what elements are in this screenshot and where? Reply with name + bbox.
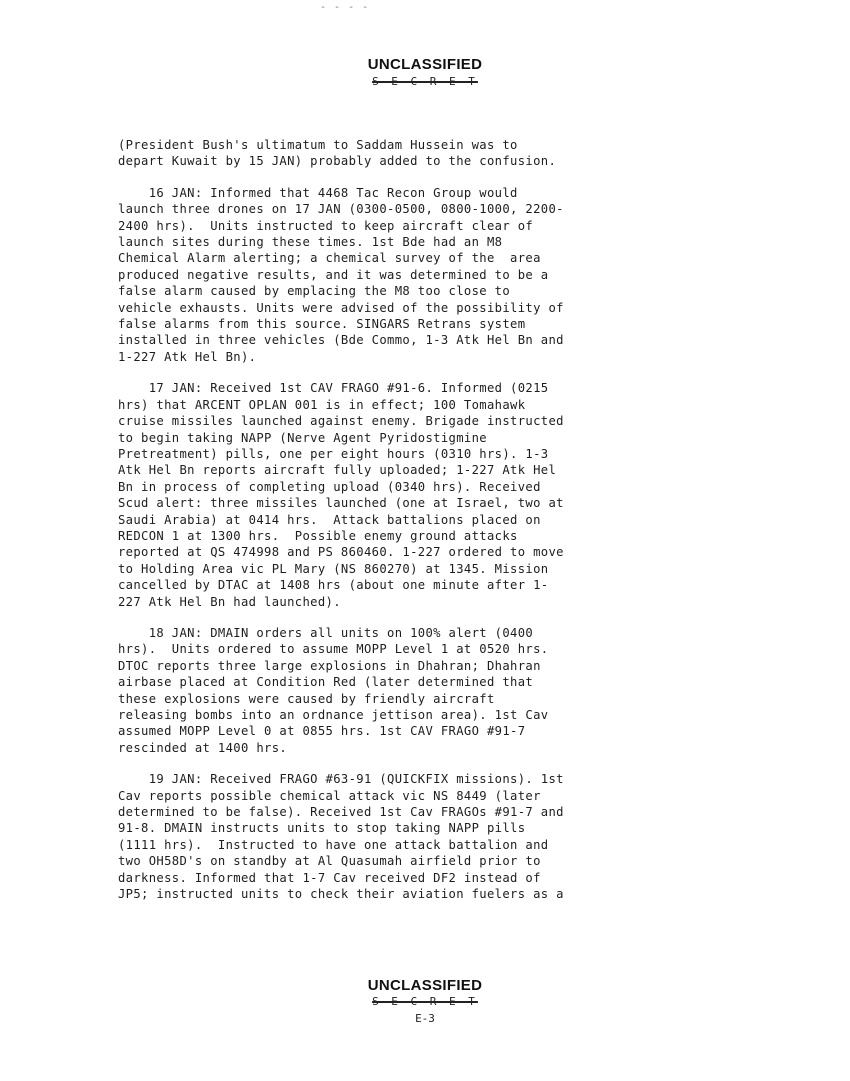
- header-classification: UNCLASSIFIED: [367, 56, 483, 73]
- footer-secret-mark: [0, 995, 850, 1008]
- top-dashes: - - - -: [320, 2, 370, 13]
- paragraph-18-jan: 18 JAN: DMAIN orders all units on 100% alert (0400 hrs). Units ordered to assume MOPP Level 1 at 0520 hrs. DTOC reports three large explosions in Dhahran; Dhahran airbase placed at Condition Red (later determined that these explosions were caused by friendly aircraft releasing bombs into an ordnance jettison area). 1st Cav assumed MOPP Level 0 at 0855 hrs. 1st CAV FRAGO #91-7 rescinded at 1400 hrs.: [118, 625, 549, 755]
- page-number: E-3: [415, 1012, 435, 1025]
- paragraph-19-jan: 19 JAN: Received FRAGO #63-91 (QUICKFIX missions). 1st Cav reports possible chemical attack vic NS 8449 (later determined to be false). Received 1st Cav FRAGOs #91-7 and 91-8. DMAIN instructs units to stop taking NAPP pills (1111 hrs). Instructed to have one attack battalion and two OH58D's on standby at Al Quasumah airfield prior to darkness. Informed that 1-7 Cav received DF2 instead of JP5; instructed units to check their aviation fuelers as a: [118, 772, 564, 902]
- paragraph-intro: (President Bush's ultimatum to Saddam Hussein was to depart Kuwait by 15 JAN) probably added to the confusion.: [118, 138, 557, 169]
- document-body: [118, 137, 718, 917]
- header-secret-mark: [0, 75, 850, 88]
- footer-secret-text: S E C R E T: [372, 995, 478, 1008]
- header-secret-text: S E C R E T: [372, 75, 478, 88]
- paragraph-16-jan: 16 JAN: Informed that 4468 Tac Recon Group would launch three drones on 17 JAN (0300-0500, 0800-1000, 2200- 2400 hrs). Units instructed to keep aircraft clear of launch sites during these times. 1st Bde had an M8 Chemical Alarm alerting; a chemical survey of the area produced negative results, and it was determined to be a false alarm caused by emplacing the M8 too close to vehicle exhausts. Units were advised of the possibility of false alarms from this source. SINGARS Retrans system installed in three vehicles (Bde Commo, 1-3 Atk Hel Bn and 1-227 Atk Hel Bn).: [118, 185, 564, 364]
- footer-classification: UNCLASSIFIED: [367, 977, 483, 994]
- paragraph-17-jan: 17 JAN: Received 1st CAV FRAGO #91-6. Informed (0215 hrs) that ARCENT OPLAN 001 is in effect; 100 Tomahawk cruise missiles launched against enemy. Brigade instructed to begin taking NAPP (Nerve Agent Pyridostigmine Pretreatment) pills, one per eight hours (0310 hrs). 1-3 Atk Hel Bn reports aircraft fully uploaded; 1-227 Atk Hel Bn in process of completing upload (0340 hrs). Received Scud alert: three missiles launched (one at Israel, two at Saudi Arabia) at 0414 hrs. Attack battalions placed on REDCON 1 at 1300 hrs. Possible enemy ground attacks reported at QS 474998 and PS 860460. 1-227 ordered to move to Holding Area vic PL Mary (NS 860270) at 1345. Mission cancelled by DTAC at 1408 hrs (about one minute after 1- 227 Atk Hel Bn had launched).: [118, 381, 564, 609]
